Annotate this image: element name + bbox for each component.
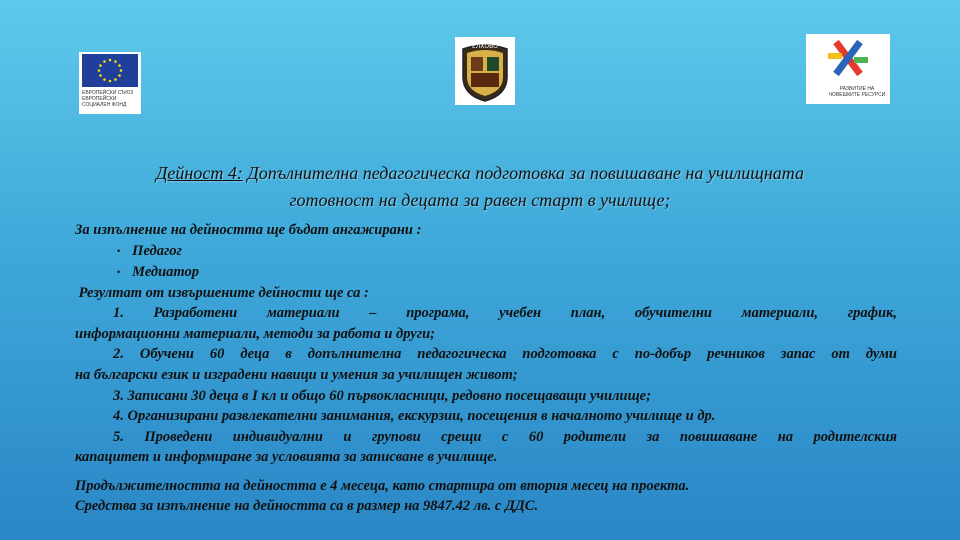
eu-caption: ЕВРОПЕЙСКИ СЪЮЗ ЕВРОПЕЙСКИ СОЦИАЛЕН ФОНД	[82, 90, 134, 108]
crest-name: ЕЛХОВО	[472, 43, 498, 50]
result-2-line-2: на български език и изградени навици и умения за училищен живот;	[75, 366, 518, 383]
op-emblem-icon	[806, 34, 890, 86]
list-item: • Медиатор	[117, 263, 200, 280]
funds-line: Средства за изпълнение на дейността са в размер на 9847.42 лв. с ДДС.	[75, 498, 539, 515]
duration-line: Продължителността на дейността е 4 месеца, като стартира от втория месец на проекта.	[75, 477, 690, 494]
list-item: • Педагог	[117, 242, 182, 259]
heading-line-2: готовност на децата за равен старт в училище;	[289, 190, 671, 210]
municipality-crest	[455, 37, 515, 105]
result-1-line-2: информационни материали, методи за работа и други;	[75, 325, 435, 342]
heading-line-1: Допълнителна педагогическа подготовка за повишаване на училищната	[242, 163, 805, 183]
eu-logo	[79, 52, 141, 114]
bullet-icon: •	[117, 245, 121, 256]
crest-icon	[455, 37, 515, 105]
intro-line: За изпълнение на дейността ще бъдат ангажирани :	[75, 222, 422, 238]
eu-flag-icon	[82, 54, 138, 87]
operational-programme-logo	[806, 34, 890, 104]
bullet-icon: •	[117, 266, 121, 277]
activity-number: Дейност 4:	[155, 163, 243, 183]
result-2-line-1: 2. Обучени 60 деца в допълнителна педагогическа подготовка с по-добър речников запас от думи	[113, 346, 897, 363]
results-title: Резултат от извършените дейности ще са :	[75, 284, 369, 301]
activity-heading	[90, 160, 870, 214]
result-3: 3. Записани 30 деца в I кл и общо 60 първокласници, редовно посещаващи училище;	[113, 387, 651, 404]
result-5-line-2: капацитет и информиране за условията за записване в училище.	[75, 449, 498, 466]
op-caption: РАЗВИТИЕ НА ЧОВЕШКИТЕ РЕСУРСИ	[828, 86, 886, 98]
result-4: 4. Организирани развлекателни занимания, екскурзии, посещения в началното училище и др.	[113, 408, 716, 425]
result-1-line-1: 1. Разработени материали – програма, учебен план, обучителни материали, график,	[113, 305, 897, 322]
result-5-line-1: 5. Проведени индивидуални и групови срещи с 60 родители за повишаване на родителския	[113, 428, 897, 445]
activity-body	[75, 220, 897, 517]
